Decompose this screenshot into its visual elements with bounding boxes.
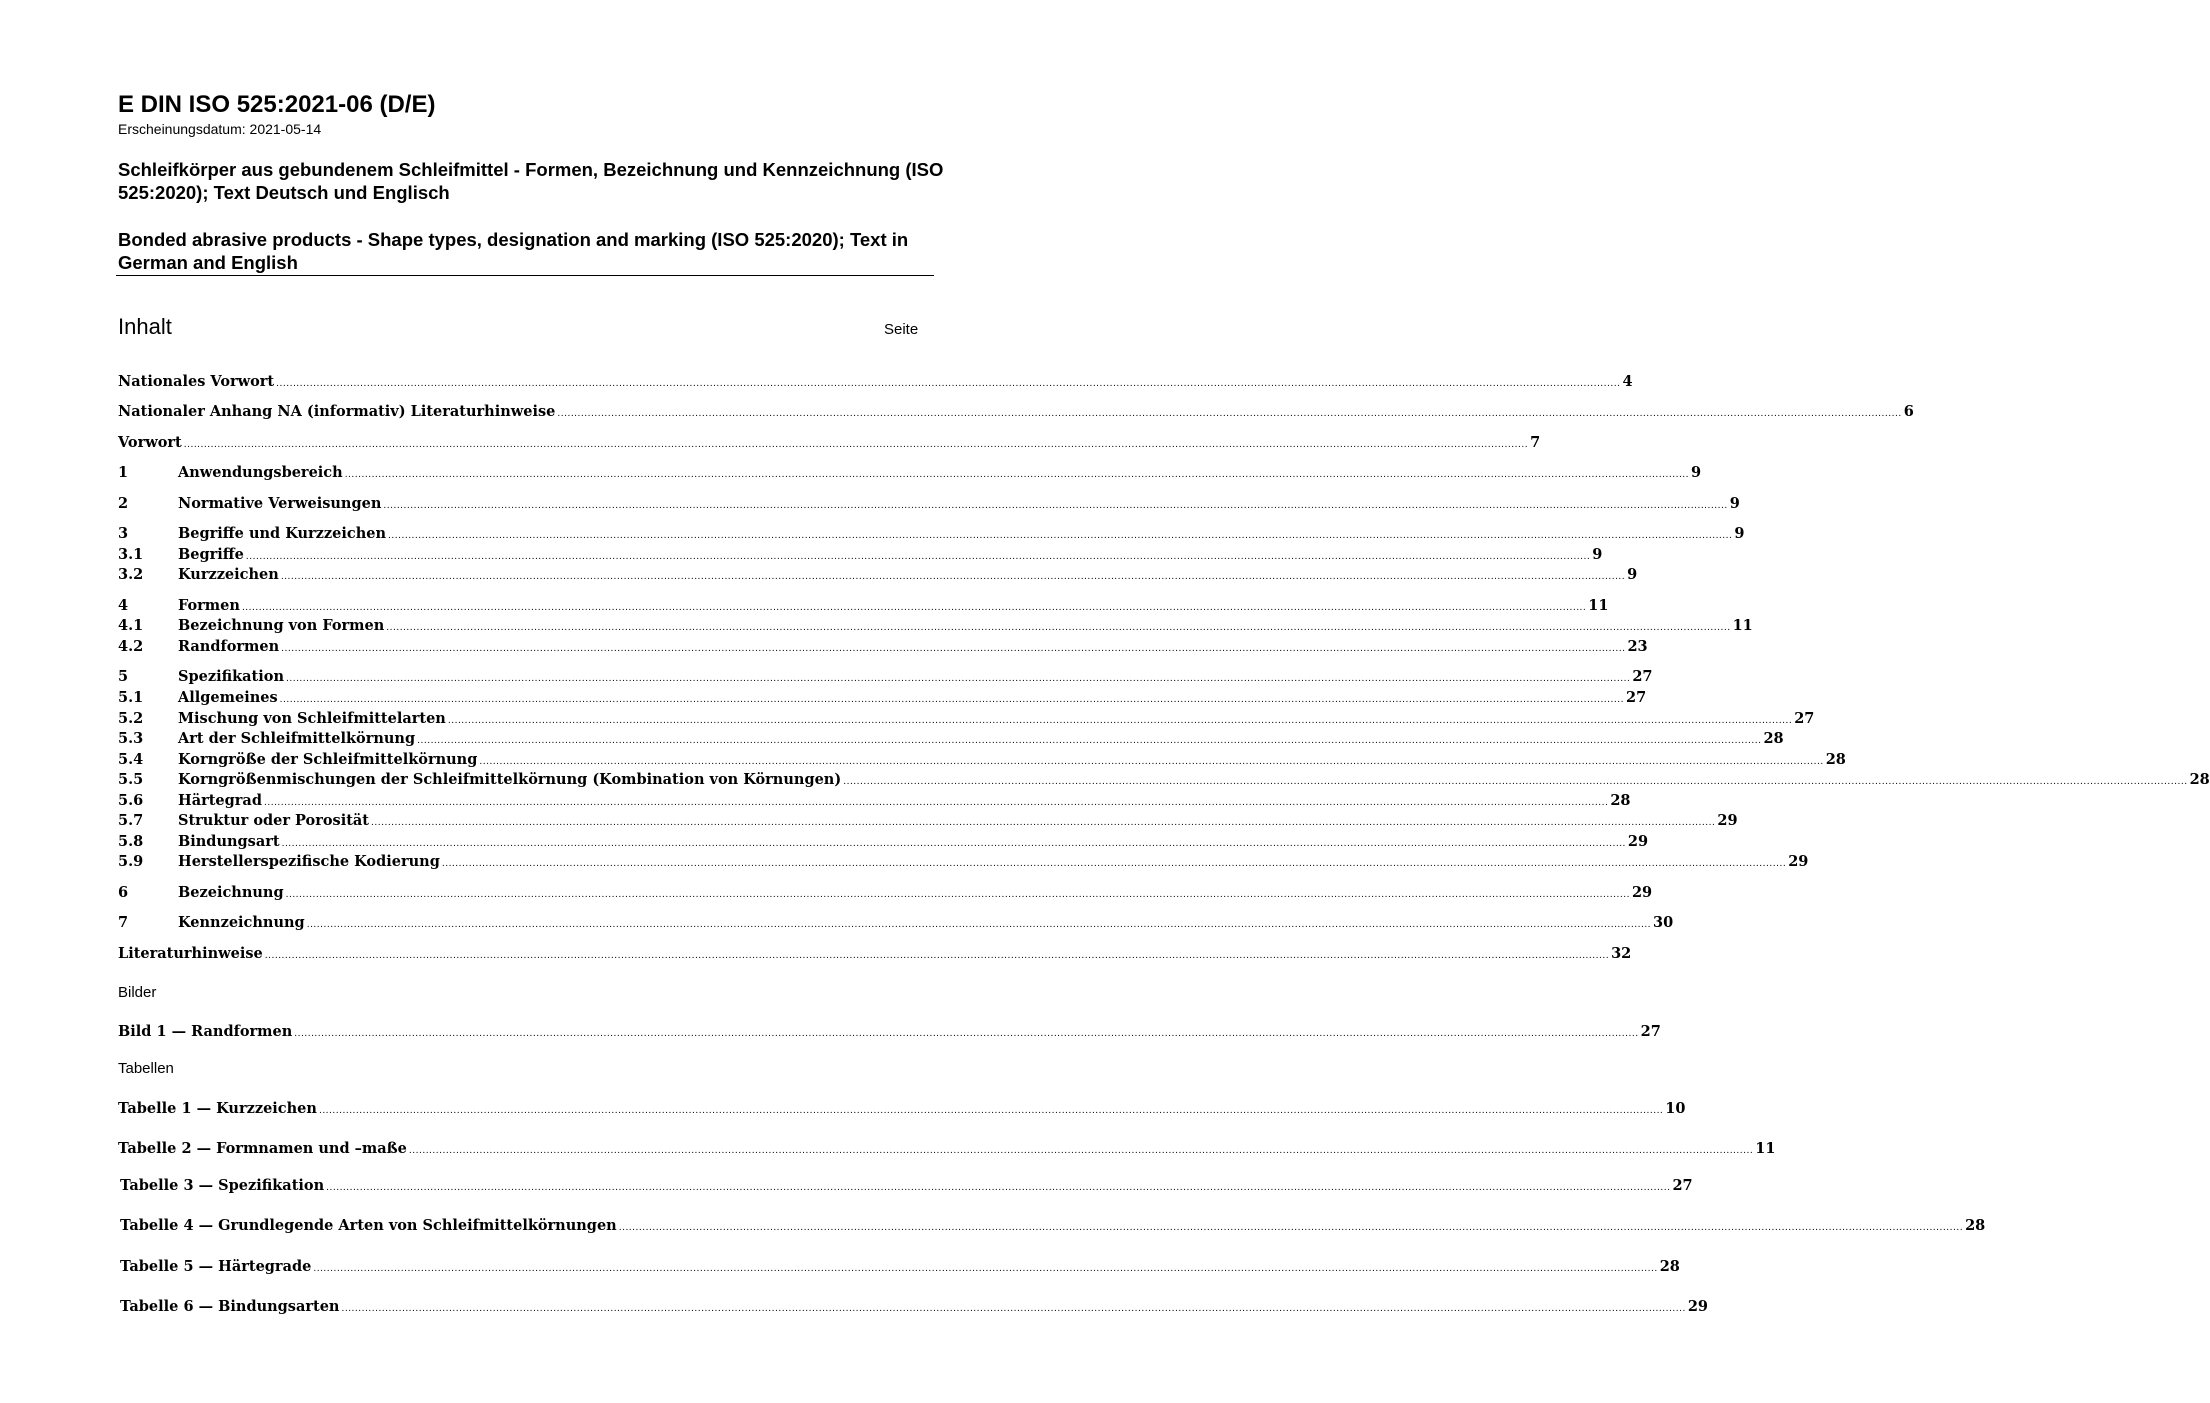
- toc-entry-number: 5.8: [118, 833, 144, 850]
- toc-entry[interactable]: [120, 1216, 1986, 1236]
- toc-entry-number: 5.1: [118, 689, 144, 706]
- toc-entry-number: 5: [118, 668, 129, 685]
- toc-entry-title: Normative Verweisungen: [178, 495, 382, 512]
- toc-entry-number: 5.9: [118, 853, 144, 870]
- toc-entry-title: Mischung von Schleifmittelarten: [178, 710, 446, 727]
- toc-leader-dots: ................................................................................................................................................................................................................................................................................................................................................................................................................: [408, 1146, 1754, 1156]
- toc-entry-page: 30: [1653, 914, 1674, 931]
- toc-leader-dots: ................................................................................................................................................................................................................................................................................................................................................................................................................: [341, 1304, 1686, 1314]
- toc-leader-dots: ................................................................................................................................................................................................................................................................................................................................................................................................................: [371, 818, 1716, 828]
- toc-entry-title: Tabelle 5 — Härtegrade: [120, 1258, 312, 1275]
- toc-entry-page: 9: [1627, 566, 1638, 583]
- toc-entry-title: Struktur oder Porosität: [178, 812, 370, 829]
- toc-entry-title: Nationaler Anhang NA (informativ) Literaturhinweise: [118, 403, 556, 420]
- toc-leader-dots: ................................................................................................................................................................................................................................................................................................................................................................................................................: [447, 716, 1793, 726]
- toc-leader-dots: ................................................................................................................................................................................................................................................................................................................................................................................................................: [276, 379, 1621, 389]
- toc-entry-number: 6: [118, 884, 129, 901]
- toc-entry-title: Bindungsart: [178, 833, 280, 850]
- toc-entry-page: 28: [1763, 730, 1784, 747]
- toc-entry-title: Vorwort: [118, 434, 182, 451]
- toc-entry-number: 4.2: [118, 638, 144, 655]
- toc-entry-number: 5.2: [118, 710, 144, 727]
- toc-entry[interactable]: [120, 1257, 1680, 1277]
- toc-entry-page: 9: [1729, 495, 1740, 512]
- toc-entry-title: Begriffe: [178, 546, 244, 563]
- toc-entry-page: 27: [1640, 1023, 1661, 1040]
- toc-entry[interactable]: [118, 637, 1648, 657]
- toc-entry-title: Tabelle 6 — Bindungsarten: [120, 1298, 340, 1315]
- toc-entry-title: Herstellerspezifische Kodierung: [178, 853, 440, 870]
- toc-entry-page: 29: [1631, 884, 1653, 901]
- toc-leader-dots: ................................................................................................................................................................................................................................................................................................................................................................................................................: [388, 531, 1733, 541]
- toc-entry-page: 28: [1659, 1258, 1680, 1275]
- header-divider: [116, 275, 934, 276]
- toc-entry-title: Korngrößenmischungen der Schleifmittelkörnung (Kombination von Körnungen): [178, 771, 842, 788]
- toc-leader-dots: ................................................................................................................................................................................................................................................................................................................................................................................................................: [279, 695, 1624, 705]
- toc-entry[interactable]: [118, 791, 1631, 811]
- toc-entry[interactable]: [118, 1022, 1661, 1042]
- toc-entry-page: 11: [1588, 597, 1609, 614]
- toc-entry-page: 28: [1825, 751, 1846, 768]
- toc-entry-page: 27: [1672, 1177, 1693, 1194]
- toc-entry-title: Korngröße der Schleifmittelkörnung: [178, 751, 478, 768]
- toc-leader-dots: ................................................................................................................................................................................................................................................................................................................................................................................................................: [281, 839, 1626, 849]
- toc-entry-title: Allgemeines: [178, 689, 278, 706]
- toc-entry-page: 10: [1665, 1100, 1686, 1117]
- toc-leader-dots: ................................................................................................................................................................................................................................................................................................................................................................................................................: [441, 859, 1787, 869]
- toc-entry-page: 28: [2189, 771, 2210, 788]
- toc-entry-title: Tabelle 3 — Spezifikation: [120, 1177, 325, 1194]
- toc-entry[interactable]: [118, 852, 1809, 872]
- toc-entry-number: 3.1: [118, 546, 144, 563]
- toc-entry-page: 6: [1903, 403, 1914, 420]
- toc-entry-page: 28: [1965, 1217, 1986, 1234]
- toc-entry-number: 3.2: [118, 566, 144, 583]
- toc-entry-page: 7: [1530, 434, 1541, 451]
- toc-leader-dots: ................................................................................................................................................................................................................................................................................................................................................................................................................: [383, 501, 1728, 511]
- toc-entry-page: 23: [1627, 638, 1648, 655]
- page-column-label: Seite: [884, 321, 919, 338]
- document-code: E DIN ISO 525:2021-06 (D/E): [118, 91, 436, 118]
- toc-entry-number: 5.7: [118, 812, 144, 829]
- toc-entry-number: 5.6: [118, 792, 144, 809]
- toc-entry[interactable]: [118, 494, 1740, 514]
- toc-entry-page: 27: [1632, 668, 1653, 685]
- toc-entry[interactable]: [118, 524, 1745, 544]
- toc-leader-dots: ................................................................................................................................................................................................................................................................................................................................................................................................................: [263, 798, 1609, 808]
- toc-leader-dots: ................................................................................................................................................................................................................................................................................................................................................................................................................: [318, 1106, 1664, 1116]
- toc-entry-title: Bezeichnung von Formen: [178, 617, 385, 634]
- figures-label: Bilder: [118, 984, 157, 1001]
- publication-date-row: [118, 121, 321, 137]
- toc-entry-page: 4: [1622, 373, 1633, 390]
- toc-entry-title: Bezeichnung: [178, 884, 284, 901]
- toc-entry[interactable]: [118, 688, 1647, 708]
- toc-entry[interactable]: [120, 1176, 1693, 1196]
- toc-entry[interactable]: [118, 433, 1541, 453]
- toc-entry[interactable]: [118, 832, 1649, 852]
- toc-leader-dots: ................................................................................................................................................................................................................................................................................................................................................................................................................: [281, 644, 1626, 654]
- toc-entry-title: Härtegrad: [178, 792, 262, 809]
- toc-entry[interactable]: [118, 883, 1653, 903]
- toc-entry[interactable]: [118, 944, 1632, 964]
- toc-entry-number: 1: [118, 464, 129, 481]
- toc-leader-dots: ................................................................................................................................................................................................................................................................................................................................................................................................................: [557, 409, 1902, 419]
- toc-leader-dots: ................................................................................................................................................................................................................................................................................................................................................................................................................: [264, 951, 1610, 961]
- toc-entry[interactable]: [118, 372, 1633, 392]
- toc-entry-page: 29: [1788, 853, 1809, 870]
- title-english: Bonded abrasive products - Shape types, designation and marking (ISO 525:2020); Text in German and English: [118, 229, 909, 273]
- toc-entry[interactable]: [118, 729, 1784, 749]
- toc-entry[interactable]: [118, 616, 1753, 636]
- toc-entry-page: 29: [1687, 1298, 1708, 1315]
- toc-entry-page: 11: [1755, 1140, 1776, 1157]
- toc-entry-title: Tabelle 2 — Formnamen und –maße: [118, 1140, 407, 1157]
- toc-entry-page: 11: [1732, 617, 1753, 634]
- toc-entry-page: 9: [1734, 525, 1745, 542]
- toc-entry-number: 5.5: [118, 771, 144, 788]
- toc-entry-title: Randformen: [178, 638, 280, 655]
- toc-entry[interactable]: [118, 1139, 1776, 1159]
- toc-entry-title: Spezifikation: [178, 668, 284, 685]
- toc-entry[interactable]: [118, 667, 1653, 687]
- toc-entry-title: Formen: [178, 597, 240, 614]
- toc-entry-title: Begriffe und Kurzzeichen: [178, 525, 387, 542]
- toc-entry[interactable]: [118, 596, 1609, 616]
- toc-entry[interactable]: [118, 402, 1914, 422]
- toc-leader-dots: ................................................................................................................................................................................................................................................................................................................................................................................................................: [313, 1264, 1658, 1274]
- toc-leader-dots: ................................................................................................................................................................................................................................................................................................................................................................................................................: [294, 1029, 1639, 1039]
- toc-entry-number: 7: [118, 914, 129, 931]
- toc-leader-dots: ................................................................................................................................................................................................................................................................................................................................................................................................................: [618, 1223, 1964, 1233]
- toc-leader-dots: ................................................................................................................................................................................................................................................................................................................................................................................................................: [479, 757, 1824, 767]
- toc-entry-number: 2: [118, 495, 129, 512]
- toc-entry-page: 9: [1691, 464, 1702, 481]
- toc-entry-title: Anwendungsbereich: [178, 464, 343, 481]
- toc-entry[interactable]: [118, 750, 1846, 770]
- toc-entry[interactable]: [118, 1099, 1686, 1119]
- toc-entry-title: Tabelle 1 — Kurzzeichen: [118, 1100, 317, 1117]
- toc-leader-dots: ................................................................................................................................................................................................................................................................................................................................................................................................................: [245, 552, 1591, 562]
- toc-entry-page: 27: [1794, 710, 1815, 727]
- toc-entry-title: Kurzzeichen: [178, 566, 279, 583]
- toc-entry[interactable]: [118, 913, 1674, 933]
- toc-entry-title: Kennzeichnung: [178, 914, 305, 931]
- toc-entry-page: 9: [1592, 546, 1603, 563]
- toc-leader-dots: ................................................................................................................................................................................................................................................................................................................................................................................................................: [280, 572, 1626, 582]
- toc-entry-page: 29: [1627, 833, 1649, 850]
- toc-leader-dots: ................................................................................................................................................................................................................................................................................................................................................................................................................: [241, 603, 1587, 613]
- toc-leader-dots: ................................................................................................................................................................................................................................................................................................................................................................................................................: [386, 623, 1731, 633]
- toc-entry-title: Art der Schleifmittelkörnung: [178, 730, 416, 747]
- toc-leader-dots: ................................................................................................................................................................................................................................................................................................................................................................................................................: [843, 777, 2188, 787]
- toc-entry-title: Tabelle 4 — Grundlegende Arten von Schleifmittelkörnungen: [120, 1217, 617, 1234]
- toc-leader-dots: ................................................................................................................................................................................................................................................................................................................................................................................................................: [183, 440, 1529, 450]
- publication-date-value: 2021-05-14: [249, 121, 322, 137]
- toc-entry-title: Nationales Vorwort: [118, 373, 275, 390]
- toc-entry[interactable]: [118, 545, 1603, 565]
- toc-entry-number: 5.3: [118, 730, 144, 747]
- toc-entry-page: 29: [1717, 812, 1738, 829]
- toc-leader-dots: ................................................................................................................................................................................................................................................................................................................................................................................................................: [417, 736, 1762, 746]
- toc-entry[interactable]: [120, 1297, 1708, 1317]
- toc-heading: Inhalt: [118, 314, 172, 339]
- toc-entry-number: 3: [118, 525, 129, 542]
- toc-entry[interactable]: [118, 463, 1702, 483]
- toc-entry[interactable]: [118, 770, 2210, 790]
- toc-entry-page: 28: [1610, 792, 1631, 809]
- toc-entry-number: 5.4: [118, 751, 144, 768]
- toc-leader-dots: ................................................................................................................................................................................................................................................................................................................................................................................................................: [326, 1183, 1671, 1193]
- toc-entry-page: 32: [1611, 945, 1632, 962]
- toc-entry-title: Literaturhinweise: [118, 945, 263, 962]
- toc-entry-page: 27: [1625, 689, 1647, 706]
- toc-entry[interactable]: [118, 709, 1815, 729]
- toc-entry-number: 4: [118, 597, 129, 614]
- toc-entry[interactable]: [118, 811, 1738, 831]
- toc-entry-number: 4.1: [118, 617, 144, 634]
- tables-label: Tabellen: [118, 1060, 174, 1077]
- toc-leader-dots: ................................................................................................................................................................................................................................................................................................................................................................................................................: [344, 470, 1690, 480]
- toc-leader-dots: ................................................................................................................................................................................................................................................................................................................................................................................................................: [285, 890, 1630, 900]
- toc-leader-dots: ................................................................................................................................................................................................................................................................................................................................................................................................................: [306, 920, 1652, 930]
- toc-entry[interactable]: [118, 565, 1638, 585]
- publication-date-label: Erscheinungsdatum:: [118, 121, 246, 137]
- title-german: Schleifkörper aus gebundenem Schleifmittel - Formen, Bezeichnung und Kennzeichnung (ISO 525:2020); Text Deutsch und Englisch: [118, 159, 944, 203]
- toc-entry-title: Bild 1 — Randformen: [118, 1023, 293, 1040]
- toc-leader-dots: ................................................................................................................................................................................................................................................................................................................................................................................................................: [285, 674, 1631, 684]
